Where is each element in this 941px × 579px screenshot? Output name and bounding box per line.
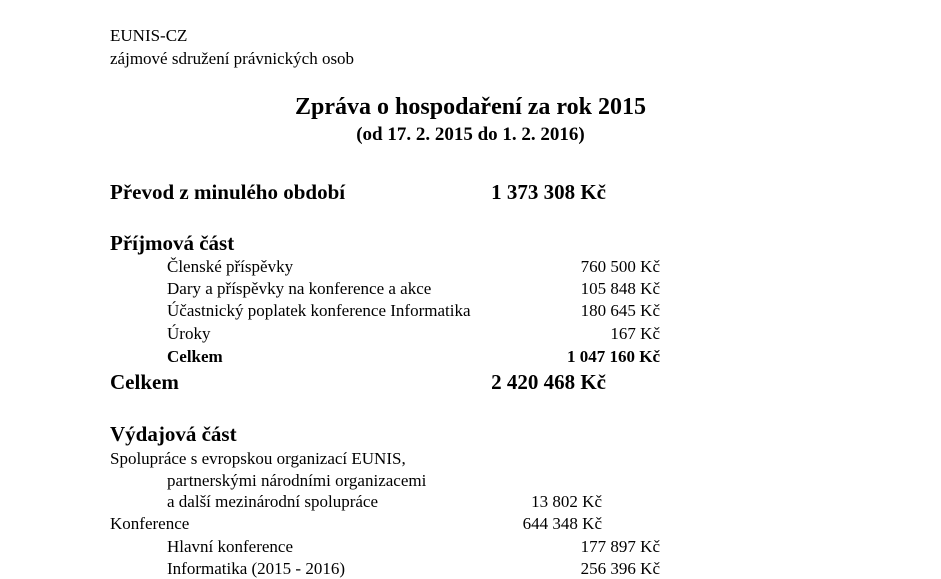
- cooperation-label-line2: partnerskými národními organizacemi: [167, 471, 427, 490]
- income-subtotal-amount: 1 047 160 Kč: [566, 347, 660, 366]
- grand-total-amount: 2 420 468 Kč: [491, 370, 606, 394]
- report-title: Zpráva o hospodaření za rok 2015: [295, 94, 646, 120]
- income-heading: Příjmová část: [110, 231, 235, 255]
- income-item-label: Dary a příspěvky na konference a akce: [167, 279, 432, 298]
- org-description: zájmové sdružení právnických osob: [110, 49, 355, 68]
- conferences-amount: 644 348 Kč: [522, 514, 602, 533]
- cooperation-label-line1: Spolupráce s evropskou organizací EUNIS,: [110, 449, 406, 468]
- org-name: EUNIS-CZ: [110, 26, 188, 45]
- conferences-label: Konference: [110, 514, 190, 533]
- conference-item-amount: 177 897 Kč: [580, 537, 660, 556]
- income-item-label: Úroky: [167, 324, 211, 343]
- income-item-amount: 180 645 Kč: [580, 301, 660, 320]
- conference-item-label: Informatika (2015 - 2016): [167, 559, 345, 578]
- cooperation-amount: 13 802 Kč: [531, 492, 602, 511]
- income-subtotal-label: Celkem: [167, 347, 223, 366]
- grand-total-label: Celkem: [110, 370, 179, 394]
- expenses-heading: Výdajová část: [110, 422, 237, 446]
- income-item-amount: 105 848 Kč: [580, 279, 660, 298]
- income-item-amount: 760 500 Kč: [580, 257, 660, 276]
- transfer-label: Převod z minulého období: [110, 180, 346, 204]
- conference-item-label: Hlavní konference: [167, 537, 294, 556]
- report-period: (od 17. 2. 2015 do 1. 2. 2016): [356, 124, 585, 145]
- transfer-amount: 1 373 308 Kč: [491, 180, 606, 204]
- income-item-amount: 167 Kč: [610, 324, 660, 343]
- income-item-label: Účastnický poplatek konference Informatika: [167, 301, 471, 320]
- cooperation-label-line3: a další mezinárodní spolupráce: [167, 492, 379, 511]
- conference-item-amount: 256 396 Kč: [580, 559, 660, 578]
- income-item-label: Členské příspěvky: [167, 257, 294, 276]
